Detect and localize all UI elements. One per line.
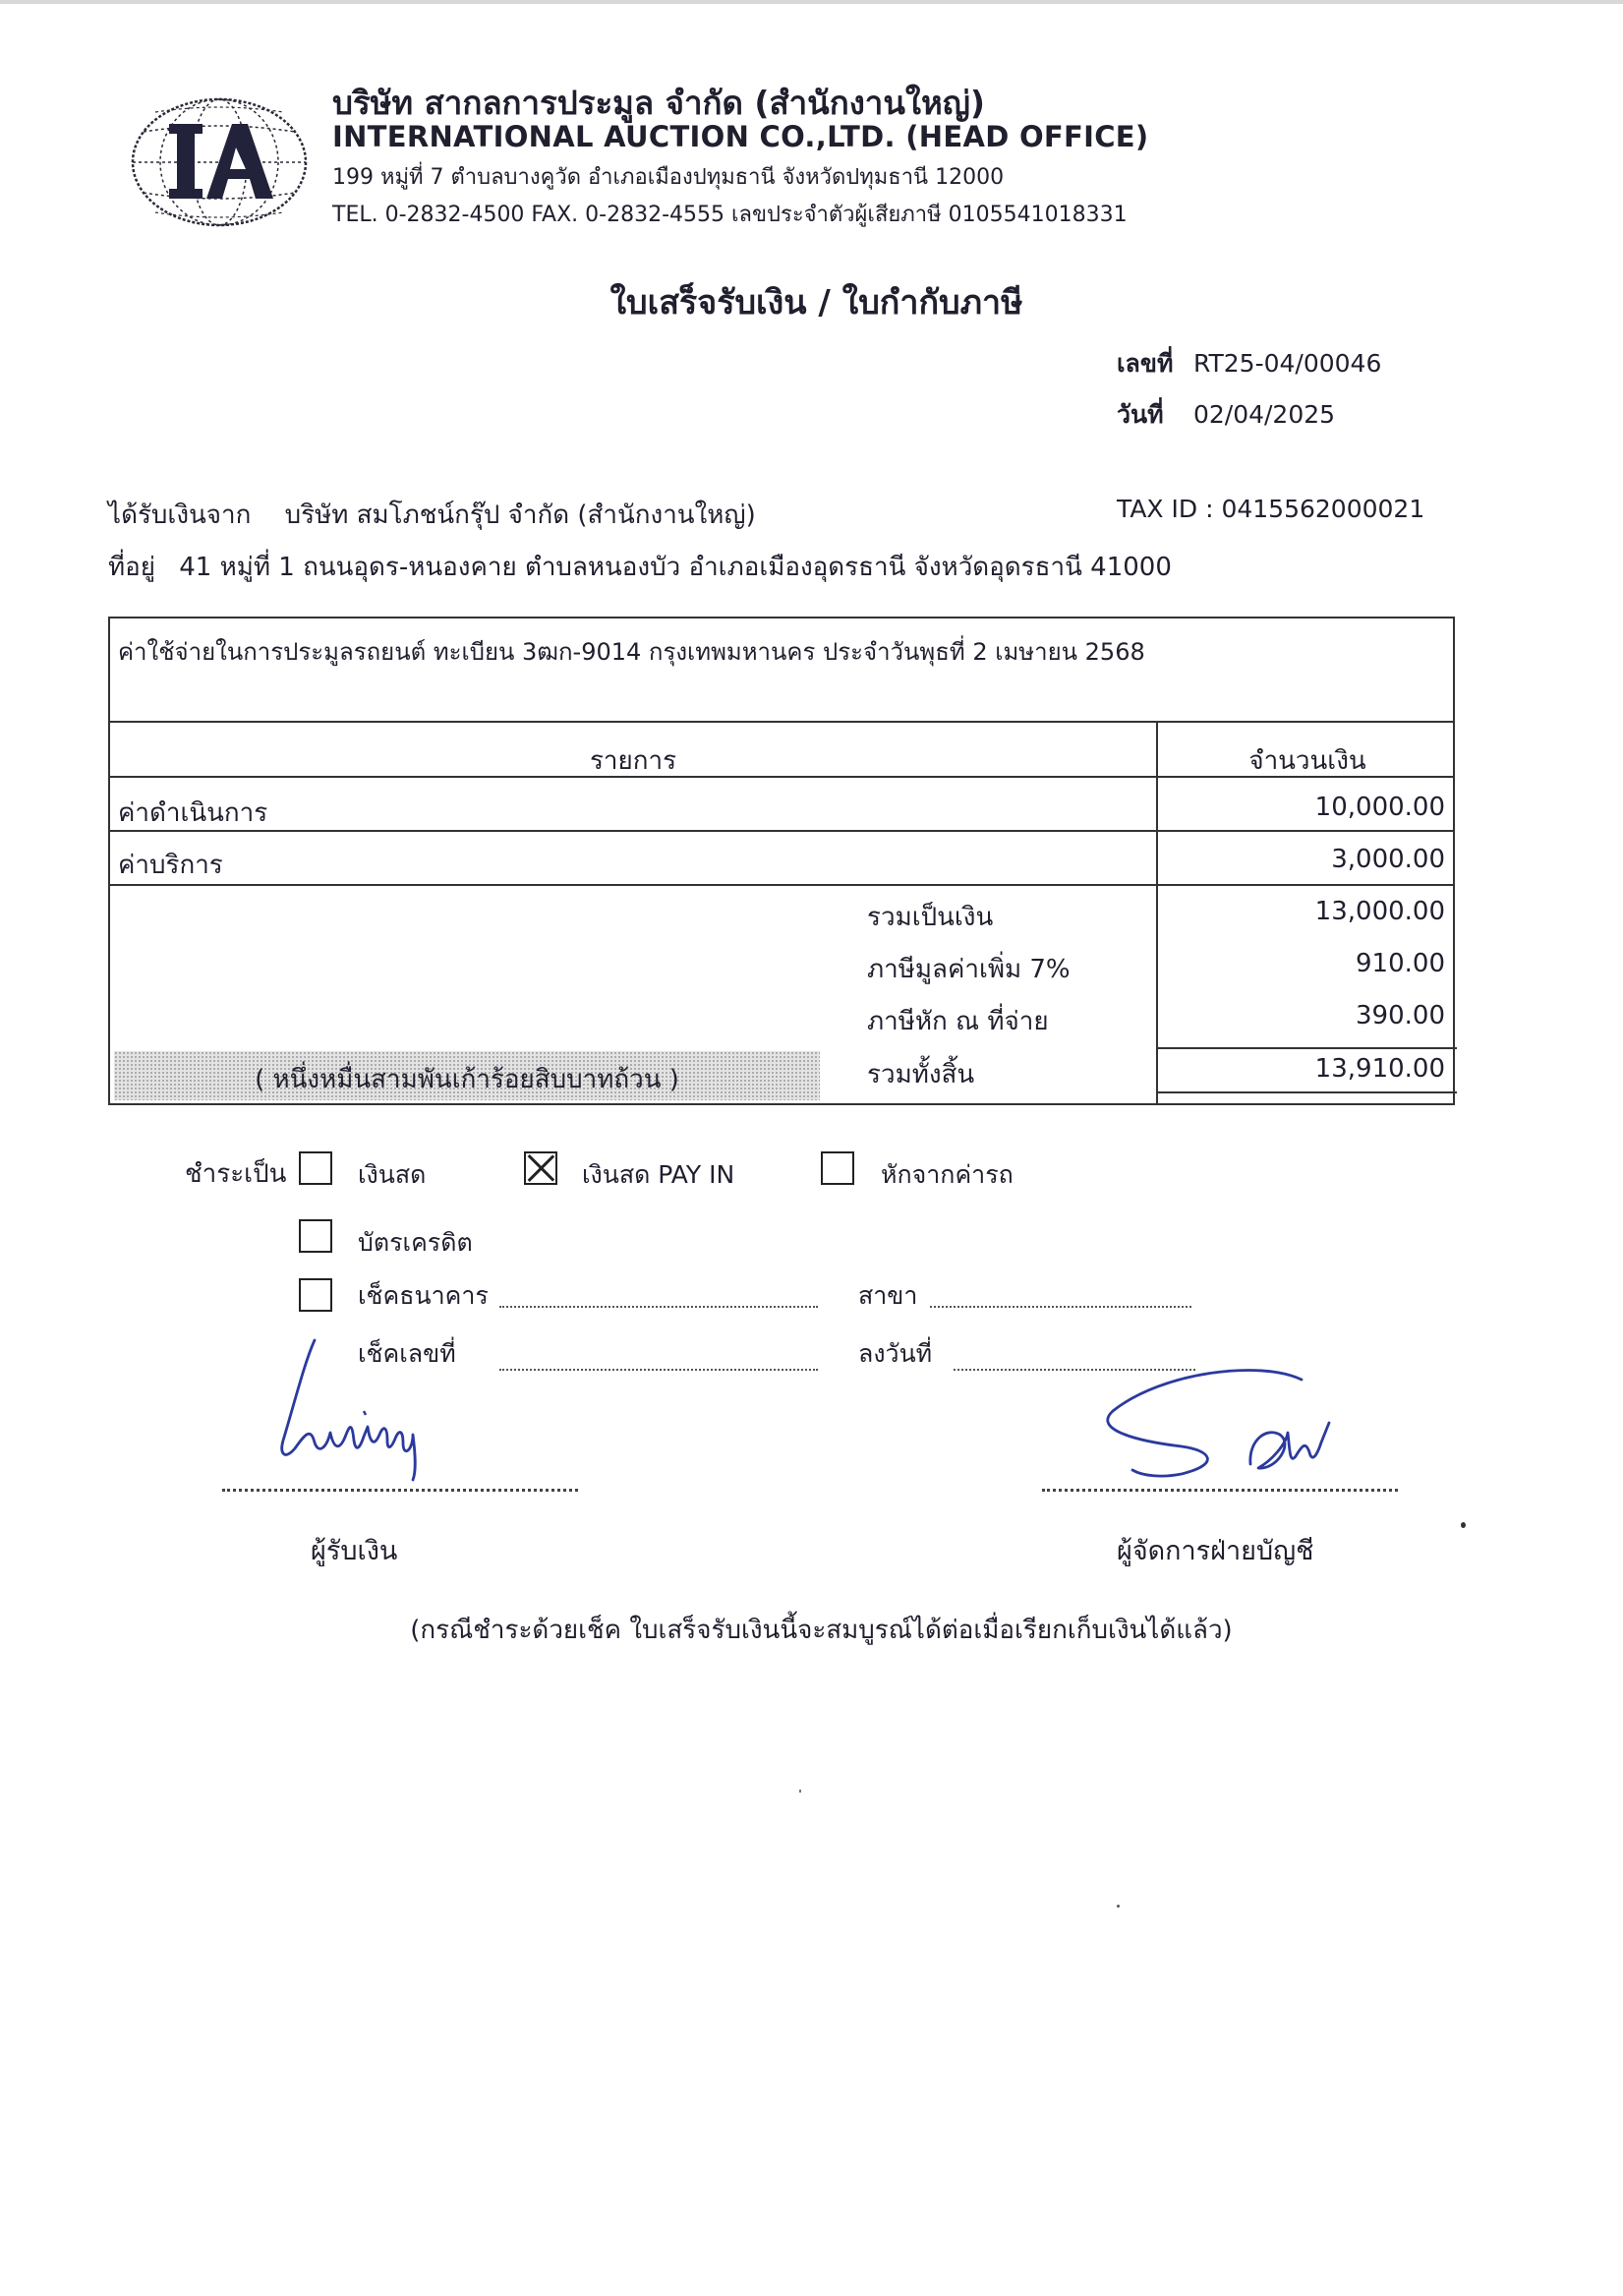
cheque-payment-note: (กรณีชำระด้วยเช็ค ใบเสร็จรับเงินนี้จะสมบูรณ์ได้ต่อเมื่อเรียกเก็บเงินได้แล้ว) — [410, 1616, 1233, 1645]
customer-address: 41 หมู่ที่ 1 ถนนอุดร-หนองคาย ตำบลหนองบัว อำเภอเมืองอุดรธานี จังหวัดอุดรธานี 41000 — [179, 553, 1172, 582]
cash-pay-in-option-label: เงินสด PAY IN — [582, 1160, 735, 1189]
receiver-label: ผู้รับเงิน — [311, 1536, 398, 1566]
cash-pay-in-checkbox[interactable] — [524, 1151, 557, 1185]
receipt-number-row — [1117, 344, 1381, 383]
table-description-row — [110, 618, 1453, 723]
branch-blank[interactable] — [930, 1306, 1191, 1308]
receipt-date-label: วันที่ — [1117, 400, 1164, 429]
customer-tax-id: TAX ID : 0415562000021 — [1117, 495, 1425, 523]
accounting-manager-signature-line — [1042, 1489, 1398, 1492]
accounting-manager-signature — [1093, 1362, 1368, 1490]
total-double-rule — [1156, 1091, 1457, 1093]
receipt-date: 02/04/2025 — [1192, 400, 1336, 429]
row-rule — [110, 830, 1453, 832]
company-address: 199 หมู่ที่ 7 ตำบลบางคูวัด อำเภอเมืองปทุมธานี จังหวัดปทุมธานี 12000 — [332, 165, 1005, 190]
table-description: ค่าใช้จ่ายในการประมูลรถยนต์ ทะเบียน 3ฒก-9014 กรุงเทพมหานคร ประจำวันพุธที่ 2 เมษายน 2568 — [118, 638, 1145, 666]
total-amount: 13,910.00 — [1314, 1054, 1445, 1084]
cheque-date-label: ลงวันที่ — [858, 1339, 933, 1368]
bank-cheque-blank[interactable] — [499, 1306, 818, 1308]
column-header-item: รายการ — [589, 746, 677, 776]
cash-option-label: เงินสด — [358, 1160, 427, 1189]
subtotal-label: รวมเป็นเงิน — [867, 903, 994, 932]
company-name-thai: บริษัท สากลการประมูล จำกัด (สำนักงานใหญ่) — [332, 84, 985, 122]
cash-checkbox[interactable] — [299, 1151, 332, 1185]
cheque-number-blank[interactable] — [499, 1369, 818, 1371]
receipt-date-row — [1117, 395, 1335, 435]
total-label: รวมทั้งสิ้น — [867, 1060, 975, 1089]
deduct-from-car-option-label: หักจากค่ารถ — [881, 1160, 1014, 1189]
received-from-label: ได้รับเงินจาก — [108, 500, 252, 530]
receipt-number: RT25-04/00046 — [1192, 349, 1382, 378]
column-header-amount: จำนวนเงิน — [1248, 746, 1366, 776]
customer-address-row — [108, 547, 1172, 587]
vat-label: ภาษีมูลค่าเพิ่ม 7% — [867, 955, 1071, 984]
scan-speck — [799, 1790, 801, 1793]
customer-name: บริษัท สมโภชน์กรุ๊ป จำกัด (สำนักงานใหญ่) — [284, 500, 756, 530]
company-contact: TEL. 0-2832-4500 FAX. 0-2832-4555 เลขประจำตัวผู้เสียภาษี 0105541018331 — [332, 203, 1128, 227]
receiver-signature — [265, 1332, 462, 1490]
globe-ia-logo-icon — [126, 92, 313, 232]
row-rule — [110, 884, 1453, 886]
customer-address-label: ที่อยู่ — [108, 553, 155, 582]
credit-card-option-label: บัตรเครดิต — [358, 1228, 473, 1257]
withholding-tax-label: ภาษีหัก ณ ที่จ่าย — [867, 1007, 1049, 1036]
column-divider-lower — [1156, 841, 1158, 1103]
branch-label: สาขา — [858, 1281, 918, 1310]
deduct-from-car-checkbox[interactable] — [821, 1151, 854, 1185]
item-amount: 10,000.00 — [1314, 793, 1445, 822]
item-amount: 3,000.00 — [1331, 845, 1445, 874]
received-from-row — [108, 495, 756, 535]
receipt-table — [108, 617, 1455, 1105]
scan-speck — [1461, 1522, 1466, 1528]
receipt-number-label: เลขที่ — [1117, 349, 1174, 378]
bank-cheque-checkbox[interactable] — [299, 1278, 332, 1312]
scan-speck — [1117, 1905, 1120, 1908]
company-name-english: INTERNATIONAL AUCTION CO.,LTD. (HEAD OFFICE) — [332, 120, 1149, 153]
withholding-tax-amount: 390.00 — [1356, 1001, 1445, 1030]
item-label: ค่าดำเนินการ — [118, 798, 268, 828]
total-rule — [1156, 1047, 1457, 1049]
vat-amount: 910.00 — [1356, 949, 1445, 978]
cheque-number-label: เช็คเลขที่ — [358, 1339, 456, 1368]
subtotal-amount: 13,000.00 — [1314, 897, 1445, 926]
bank-cheque-option-label: เช็คธนาคาร — [358, 1281, 489, 1310]
accounting-manager-label: ผู้จัดการฝ่ายบัญชี — [1117, 1536, 1314, 1566]
credit-card-checkbox[interactable] — [299, 1219, 332, 1253]
item-label: ค่าบริการ — [118, 851, 223, 880]
header-rule — [110, 776, 1453, 778]
scan-edge — [0, 0, 1623, 4]
payment-method-label: ชำระเป็น — [185, 1159, 287, 1189]
receiver-signature-line — [222, 1489, 578, 1492]
document-title: ใบเสร็จรับเงิน / ใบกำกับภาษี — [609, 283, 1023, 323]
amount-in-words: ( หนึ่งหมื่นสามพันเก้าร้อยสิบบาทถ้วน ) — [255, 1065, 679, 1094]
